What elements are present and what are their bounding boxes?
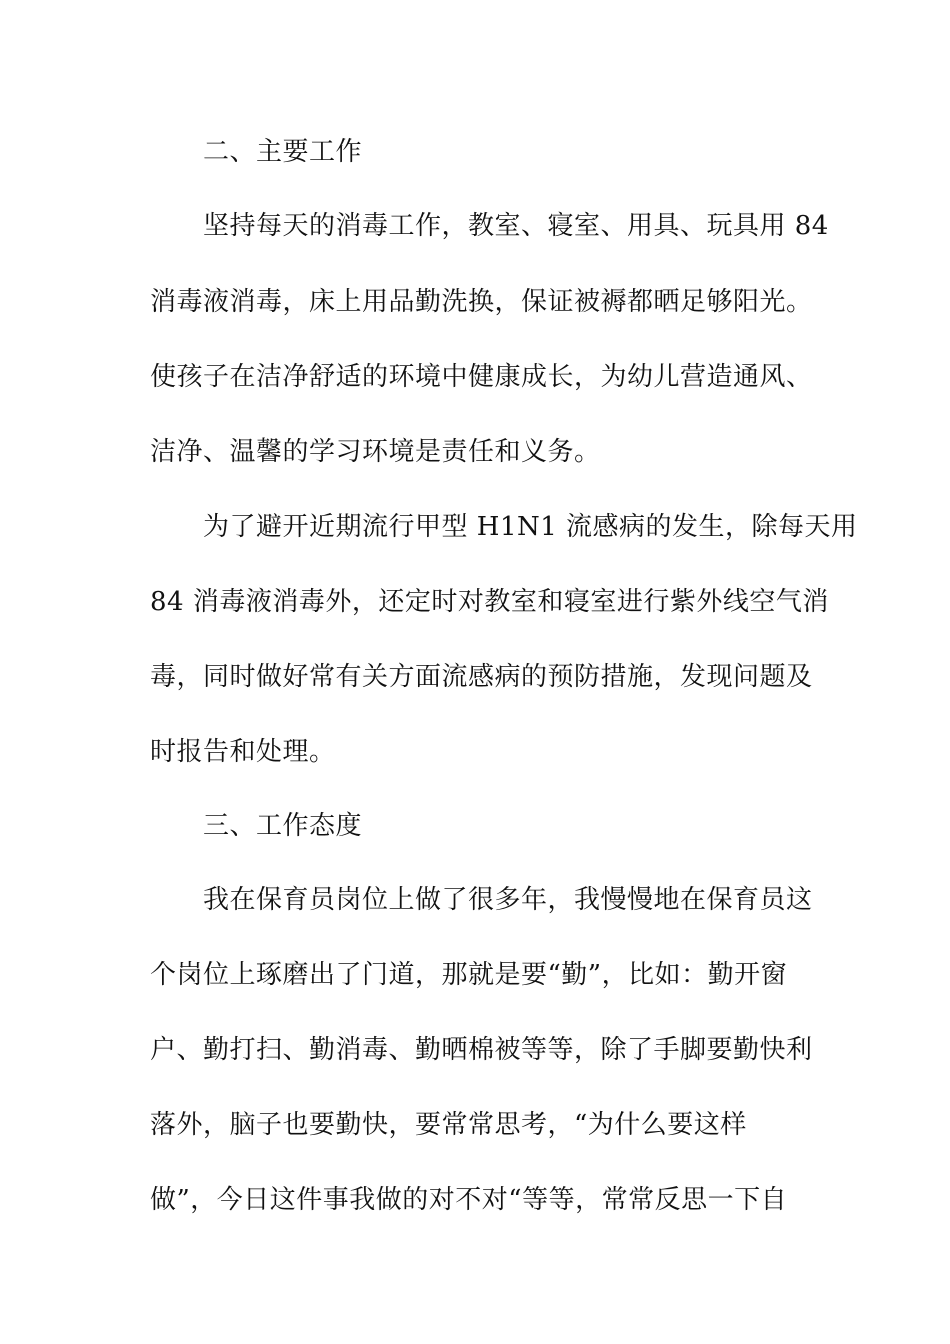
section-heading-main-work: 二、主要工作 [203, 137, 363, 167]
section-heading-work-attitude: 三、工作态度 [203, 811, 363, 841]
paragraph-line: 使孩子在洁净舒适的环境中健康成长，为幼儿营造通风、 [150, 362, 813, 392]
paragraph-line: 个岗位上琢磨出了门道，那就是要“勤”，比如：勤开窗 [150, 960, 788, 990]
paragraph-line: 坚持每天的消毒工作，教室、寝室、用具、玩具用 84 [203, 211, 829, 241]
paragraph-line: 消毒液消毒，床上用品勤洗换，保证被褥都晒足够阳光。 [150, 287, 813, 317]
paragraph-line: 户、勤打扫、勤消毒、勤晒棉被等等，除了手脚要勤快利 [150, 1035, 813, 1065]
paragraph-line: 毒，同时做好常有关方面流感病的预防措施，发现问题及 [150, 662, 813, 692]
paragraph-line: 84 消毒液消毒外，还定时对教室和寝室进行紫外线空气消 [150, 587, 829, 617]
paragraph-line: 为了避开近期流行甲型 H1N1 流感病的发生，除每天用 [203, 512, 858, 542]
paragraph-line: 我在保育员岗位上做了很多年，我慢慢地在保育员这 [203, 885, 813, 915]
paragraph-line: 洁净、温馨的学习环境是责任和义务。 [150, 437, 601, 467]
paragraph-line: 落外，脑子也要勤快，要常常思考，“为什么要这样 [150, 1110, 747, 1140]
paragraph-line: 时报告和处理。 [150, 737, 336, 767]
paragraph-line: 做”，今日这件事我做的对不对“等等，常常反思一下自 [150, 1185, 788, 1215]
